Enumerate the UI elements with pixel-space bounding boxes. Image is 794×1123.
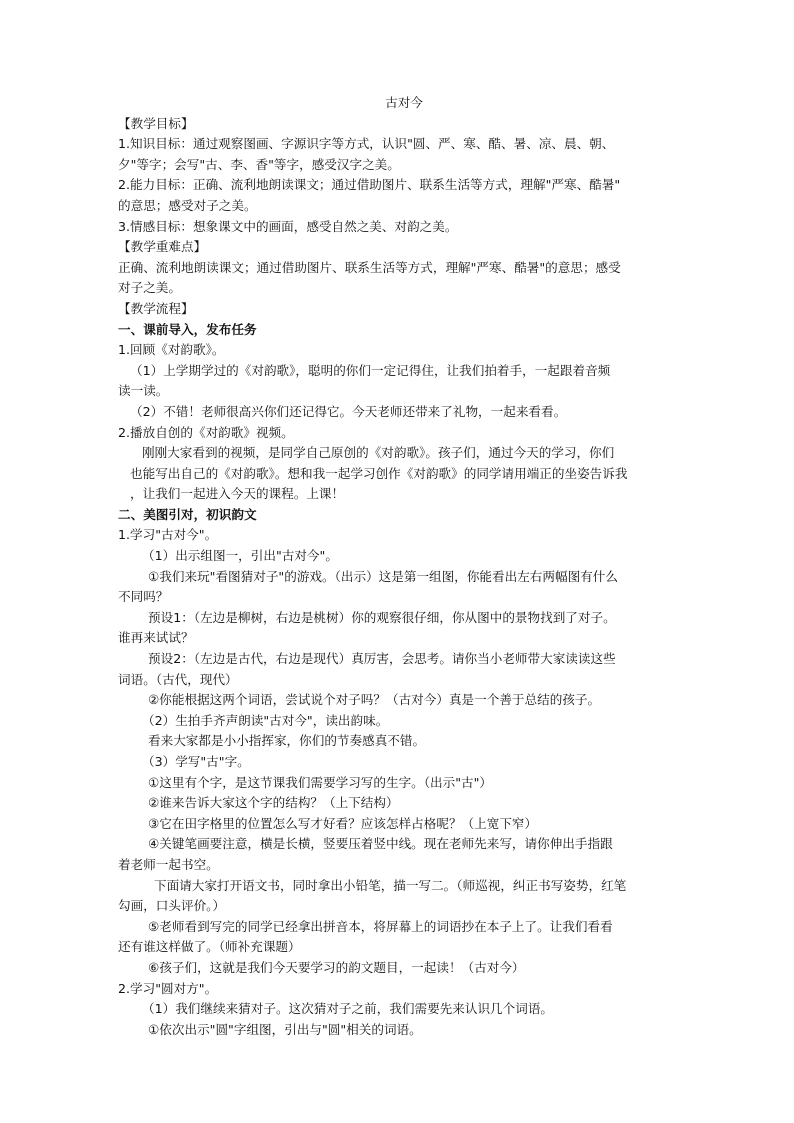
- text-line: 【教学重难点】: [118, 239, 207, 255]
- text-line: （1）上学期学过的《对韵歌》，聪明的你们一定记得住，让我们拍着手，一起跟着音频: [130, 362, 611, 378]
- text-line: 预设1：（左边是柳树，右边是桃树）你的观察很仔细，你从图中的景物找到了对子。: [148, 609, 616, 625]
- text-line: 正确、流利地朗读课文；通过借助图片、联系生活等方式，理解"严寒、酷暑"的意思；感受: [118, 259, 621, 275]
- text-line: 夕"等字；会写"古、李、香"等字，感受汉字之美。: [118, 156, 400, 172]
- section-heading: 一、课前导入，发布任务: [118, 321, 257, 337]
- text-line: 勾画，口头评价。）: [118, 898, 226, 914]
- document-page: [118, 93, 678, 1040]
- text-line: 2.学习"圆对方"。: [118, 980, 218, 996]
- text-line: 预设2：（左边是古代，右边是现代）真厉害，会思考。请你当小老师带大家读读这些: [148, 651, 616, 667]
- text-line: 【教学流程】: [118, 300, 194, 316]
- text-line: 的意思；感受对子之美。: [118, 197, 257, 213]
- text-line: ，让我们一起进入今天的课程。上课！: [130, 486, 345, 502]
- document-body: [118, 114, 678, 1041]
- text-line: ③它在田字格里的位置怎么写才好看？应该怎样占格呢？（上宽下窄）: [148, 815, 538, 831]
- text-line: 不同吗？: [118, 589, 169, 605]
- section-heading: 二、美图引对，初识韵文: [118, 506, 257, 522]
- text-line: ①这里有个字，是这节课我们需要学习写的生字。（出示"古"）: [148, 774, 493, 790]
- text-line: 2.播放自创的《对韵歌》视频。: [118, 424, 294, 440]
- text-line: 3.情感目标：想象课文中的画面，感受自然之美、对韵之美。: [118, 218, 458, 234]
- text-line: （1）出示组图一，引出"古对今"。: [142, 548, 338, 564]
- text-line: 【教学目标】: [118, 115, 194, 131]
- text-line: ①依次出示"圆"字组图，引出与"圆"相关的词语。: [148, 1021, 422, 1037]
- document-title: 古对今: [385, 95, 423, 110]
- text-line: ①我们来玩"看图猜对子"的游戏。（出示）这是第一组图，你能看出左右两幅图有什么: [148, 568, 618, 584]
- text-line: 1.学习"古对今"。: [118, 527, 218, 543]
- text-line: 词语。（古代，现代）: [118, 671, 238, 687]
- text-line: 谁再来试试？: [118, 630, 194, 646]
- text-line: 对子之美。: [118, 280, 181, 296]
- text-line: 还有谁这样做了。（师补充课题）: [118, 939, 301, 955]
- text-line: 1.回顾《对韵歌》。: [118, 342, 225, 358]
- text-line: ④关键笔画要注意，横是长横，竖要压着竖中线。现在老师先来写，请你伸出手指跟: [148, 836, 613, 852]
- text-line: 刚刚大家看到的视频，是同学自己原创的《对韵歌》。孩子们，通过今天的学习，你们: [142, 445, 615, 461]
- text-line: （3）学写"古"字。: [142, 754, 250, 769]
- text-line: ②谁来告诉大家这个字的结构？（上下结构）: [148, 795, 399, 811]
- text-line: （1）我们继续来猜对子。这次猜对子之前，我们需要先来认识几个词语。: [142, 1001, 554, 1017]
- text-line: 着老师一起书空。: [118, 856, 219, 872]
- text-line: ②你能根据这两个词语，尝试说个对子吗？（古对今）真是一个善于总结的孩子。: [148, 692, 601, 708]
- text-line: ⑤老师看到写完的同学已经拿出拼音本，将屏幕上的词语抄在本子上了。让我们看看: [148, 918, 613, 934]
- text-line: 1.知识目标：通过观察图画、字源识字等方式，认识"圆、严、寒、酷、暑、凉、晨、朝、: [118, 136, 615, 152]
- text-line: 也能写出自己的《对韵歌》。想和我一起学习创作《对韵歌》的同学请用端正的坐姿告诉我: [130, 465, 628, 481]
- text-line: 下面请大家打开语文书，同时拿出小铅笔，描一写二。（师巡视，纠正书写姿势，红笔: [154, 877, 627, 893]
- text-line: ⑥孩子们，这就是我们今天要学习的韵文题目，一起读！（古对今）: [148, 959, 525, 975]
- text-line: （2）不错！老师很高兴你们还记得它。今天老师还带来了礼物，一起来看看。: [130, 403, 567, 419]
- text-line: 看来大家都是小小指挥家，你们的节奏感真不错。: [148, 733, 426, 749]
- text-line: （2）生拍手齐声朗读"古对今"，读出韵味。: [142, 712, 389, 728]
- text-line: 读一读。: [118, 383, 169, 399]
- text-line: 2.能力目标：正确、流利地朗读课文；通过借助图片、联系生活等方式，理解"严寒、酷暑": [118, 177, 621, 193]
